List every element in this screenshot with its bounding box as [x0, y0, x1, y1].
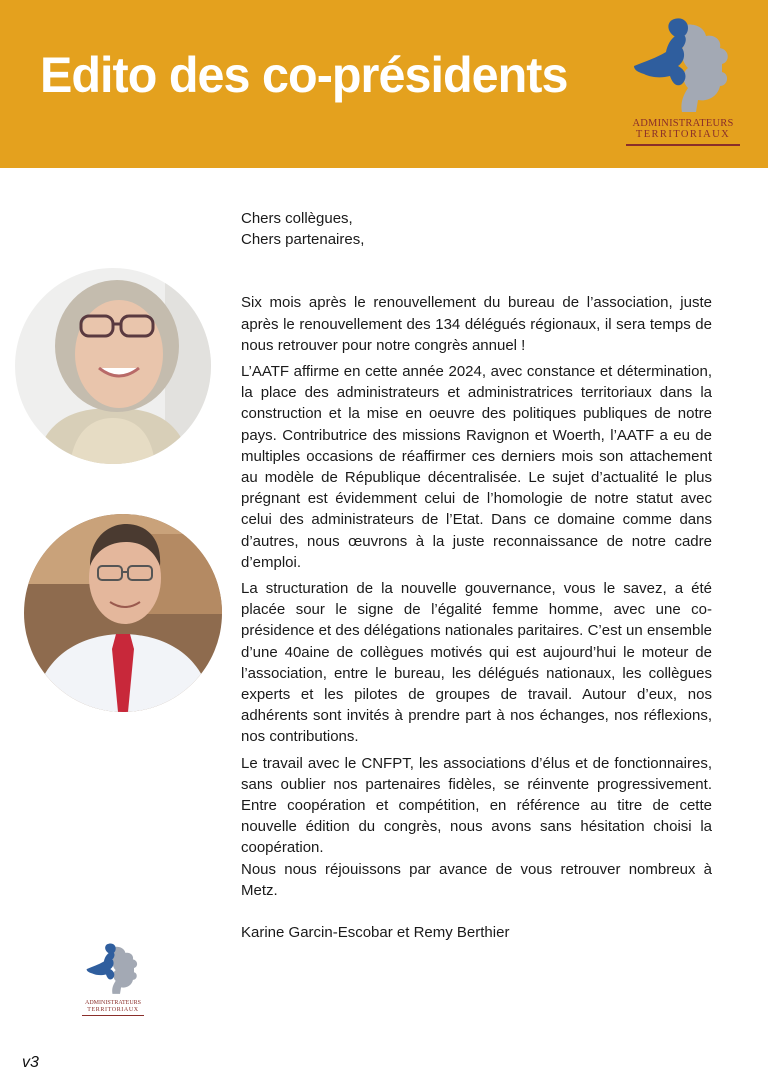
puzzle-people-logo-icon [622, 12, 744, 116]
logo-text-line1: ADMINISTRATEURS [632, 118, 734, 129]
salutation-1: Chers collègues, [241, 210, 353, 227]
editorial-letter [241, 208, 712, 943]
page-title: Edito des co-présidents [40, 47, 568, 103]
version-label: v3 [22, 1054, 39, 1071]
portrait-co-president-1 [15, 268, 211, 464]
salutation-2: Chers partenaires, [241, 231, 365, 249]
puzzle-people-logo-icon [80, 940, 146, 996]
paragraph-2: L’AATF affirme en cette année 2024, avec constance et détermination, la place des administrateurs et administratrices territoriaux dans la construction et la mise en oeuvre des politiques publiques de notre pays. Contributrice des missions Ravignon et Woerth, l’AATF a eu de multiples occasions de réaffirmer ces derniers mois son attachement au modèle de République décentralisée. Le sujet d’actualité le plus prégnant est évidemment celui de l’homologie de notre statut avec celui des administrateurs de l’Etat. Dans ce domaine comme dans d’autres, nous œuvrons à la juste reconnaissance de notre cadre d’emploi. [241, 363, 712, 571]
signature: Karine Garcin-Escobar et Remy Berthier [241, 924, 510, 942]
logo-rule [626, 144, 740, 146]
portrait-co-president-2 [24, 514, 222, 712]
paragraph-4: Le travail avec le CNFPT, les associations d’élus et de fonctionnaires, sans oublier nos partenaires fidèles, se réinvente progressivement. Entre coopération et compétition, en référence au titre de cette nouvelle édition du congrès, nous avons sans hésitation choisi la coopération. [241, 754, 712, 857]
footer-logo [80, 940, 146, 1022]
association-logo [622, 12, 744, 152]
footer-logo-text-line1: ADMINISTRATEURS [84, 1000, 141, 1006]
paragraph-3: La structuration de la nouvelle gouvernance, vous le savez, a été placée sour le signe de l’égalité femme homme, avec une co-présidence et des délégations nationales paritaires. C’est un ensemble d’une 40aine de collègues motivés qui est aujourd’hui le moteur de l’association, entre le bureau, les délégués nationaux, les collègues experts et les pilotes de groupes de travail. Autour d’eux, nos adhérents sont invités à prendre part à nos échanges, nos réflexions, nos contributions. [241, 580, 712, 746]
footer-logo-text-line2: TERRITORIAUX [87, 1007, 139, 1013]
header-banner [0, 0, 768, 168]
paragraph-1: Six mois après le renouvellement du bureau de l’association, juste après le renouvellement des 134 délégués régionaux, il sera temps de nous retrouver pour notre congrès annuel ! [241, 294, 712, 354]
paragraph-5: Nous nous réjouissons par avance de vous retrouver nombreux à Metz. [241, 860, 712, 899]
footer-logo-rule [82, 1015, 144, 1016]
logo-text-line2: TERRITORIAUX [635, 129, 731, 140]
